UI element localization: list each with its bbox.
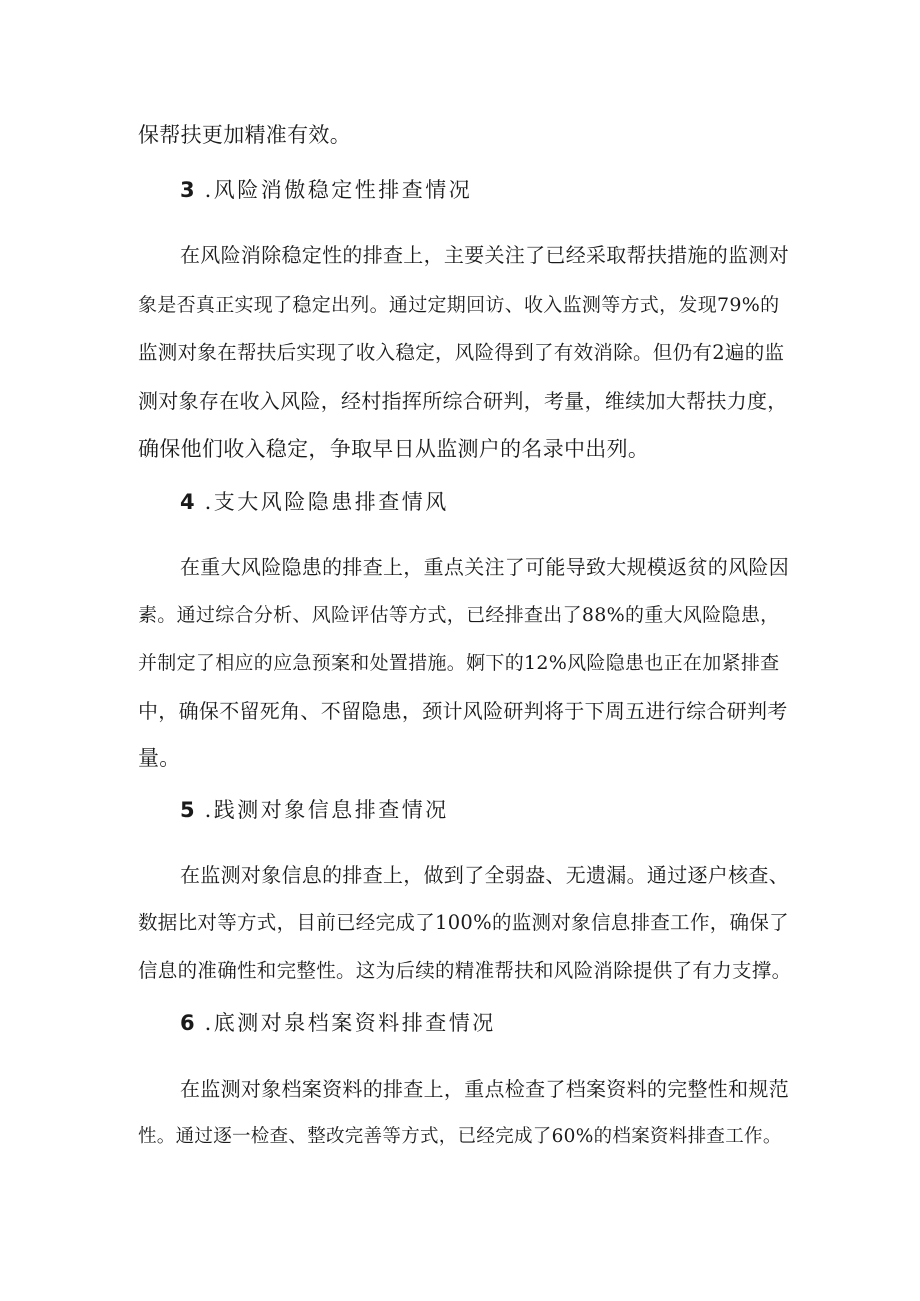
paragraph-line: 监测对象在帮扶后实现了收入稳定，风险得到了有效消除。但仍有2遍的监 (138, 341, 785, 364)
paragraph-line: 在监测对象信息的排查上，做到了全弱盎、无遗漏。通过逐户核查、 (180, 863, 789, 887)
section-heading (180, 487, 449, 517)
paragraph-line: 中，确保不留死角、不留隐患，颈计风险研判将于下周五进行综合研判考 (138, 699, 788, 723)
paragraph-line: 测对象存在收入风险，经村指挥所综合研判，考量，维续加大帮扶力度， (138, 389, 788, 413)
section-number: 6 (180, 1011, 195, 1035)
section-number: 5 (180, 798, 195, 822)
paragraph-line: 在重大风险隐患的排查上，重点关注了可能导致大规模返贫的风险因 (180, 555, 789, 579)
paragraph-line: 在风险消除稳定性的排查上，主要关注了已经采取帮扶措施的监测对 (180, 243, 789, 267)
paragraph-line: 性。通过逐一检查、整改完善等方式，已经完成了60%的档案资料排查工作。 (138, 1126, 782, 1147)
paragraph-line: 象是否真正实现了稳定出列。通过定期回访、收入监测等方式，发现79%的 (138, 294, 780, 316)
section-title: .支大风险隐患排查情风 (204, 490, 449, 514)
paragraph-line: 量。 (138, 746, 181, 770)
paragraph-line: 确保他们收入稳定，争取早日从监测户的名录中出列。 (138, 437, 650, 461)
section-heading (180, 1008, 496, 1038)
paragraph-line: 数据比对等方式，目前已经完成了100%的监测对象信息排查工作，确保了 (138, 911, 789, 934)
section-heading (180, 795, 449, 825)
section-heading (180, 175, 472, 205)
section-number: 4 (180, 490, 195, 514)
paragraph-line: 保帮扶更加精准有效。 (138, 123, 351, 147)
paragraph-line: 信息的准确性和完整性。这为后续的精准帮扶和风险消除提供了有力支撑。 (138, 959, 792, 982)
paragraph-line: 素。通过综合分析、风险评估等方式，已经排查出了88%的重大风险隐患， (138, 604, 780, 626)
section-title: .底测对泉档案资料排查情况 (204, 1011, 496, 1035)
section-number: 3 (180, 178, 195, 202)
paragraph-line: 并制定了相应的应急预案和处置措施。婀下的12%风险隐患也正在加紧排查 (138, 652, 780, 674)
paragraph-line: 在监测对象档案资料的排查上，重点检查了档案资料的完整性和规范 (180, 1077, 789, 1101)
section-title: .践测对象信息排查情况 (204, 798, 449, 822)
section-title: .风险消傲稳定性排查情况 (204, 178, 473, 202)
